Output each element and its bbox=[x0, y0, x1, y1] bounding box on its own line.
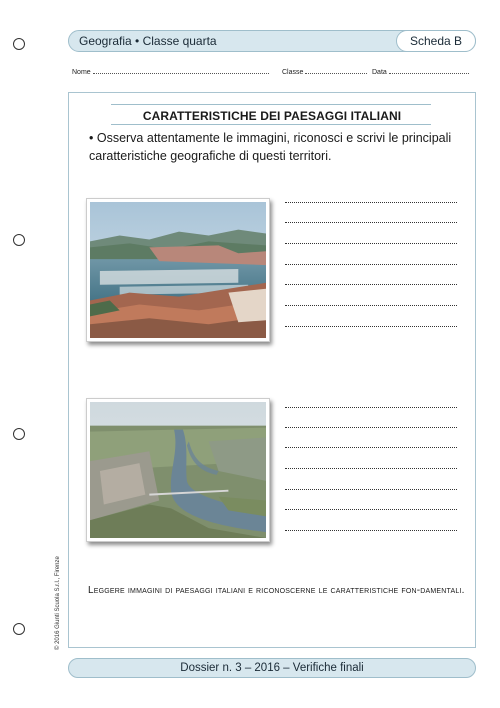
answer-line[interactable] bbox=[285, 202, 457, 203]
answer-line[interactable] bbox=[285, 326, 457, 327]
exercise-title: CARATTERISTICHE DEI PAESAGGI ITALIANI bbox=[142, 109, 402, 123]
worksheet-tab: Scheda B bbox=[396, 30, 476, 52]
subject-label: Geografia • Classe quarta bbox=[79, 34, 217, 48]
answer-line[interactable] bbox=[285, 284, 457, 285]
exercise-box bbox=[68, 92, 476, 648]
class-label: Classe bbox=[282, 69, 304, 76]
answer-line[interactable] bbox=[285, 407, 457, 408]
student-date-field[interactable] bbox=[372, 68, 469, 76]
title-underline bbox=[111, 124, 431, 125]
learning-objective: Leggere immagini di paesaggi italiani e riconoscerne le caratteristiche fon-damentali. bbox=[88, 585, 465, 596]
student-name-field[interactable] bbox=[72, 68, 269, 76]
name-label: Nome bbox=[72, 69, 91, 76]
river-plain-photo bbox=[86, 398, 270, 542]
header-bar bbox=[68, 30, 476, 52]
date-write-line[interactable] bbox=[389, 68, 469, 74]
binder-hole-upper-middle bbox=[13, 234, 25, 246]
answer-line[interactable] bbox=[285, 468, 457, 469]
student-class-field[interactable] bbox=[282, 68, 367, 76]
answer-line[interactable] bbox=[285, 447, 457, 448]
answer-line[interactable] bbox=[285, 427, 457, 428]
title-divider bbox=[111, 104, 431, 105]
binder-hole-top bbox=[13, 38, 25, 50]
exercise-instruction: • Osserva attentamente le immagini, riconosci e scrivi le principali caratteristiche geografiche di questi territori. bbox=[89, 131, 452, 163]
answer-line[interactable] bbox=[285, 509, 457, 510]
answer-line[interactable] bbox=[285, 264, 457, 265]
answer-line[interactable] bbox=[285, 489, 457, 490]
answer-line[interactable] bbox=[285, 243, 457, 244]
binder-hole-bottom bbox=[13, 623, 25, 635]
date-label: Data bbox=[372, 69, 387, 76]
answer-line[interactable] bbox=[285, 305, 457, 306]
footer-bar: Dossier n. 3 – 2016 – Verifiche finali bbox=[68, 658, 476, 678]
name-write-line[interactable] bbox=[93, 68, 269, 74]
answer-line[interactable] bbox=[285, 222, 457, 223]
binder-hole-lower-middle bbox=[13, 428, 25, 440]
coastal-town-photo bbox=[86, 198, 270, 342]
answer-line[interactable] bbox=[285, 530, 457, 531]
class-write-line[interactable] bbox=[305, 68, 367, 74]
copyright-notice: © 2016 Giunti Scuola S.r.l., Firenze bbox=[55, 556, 61, 650]
